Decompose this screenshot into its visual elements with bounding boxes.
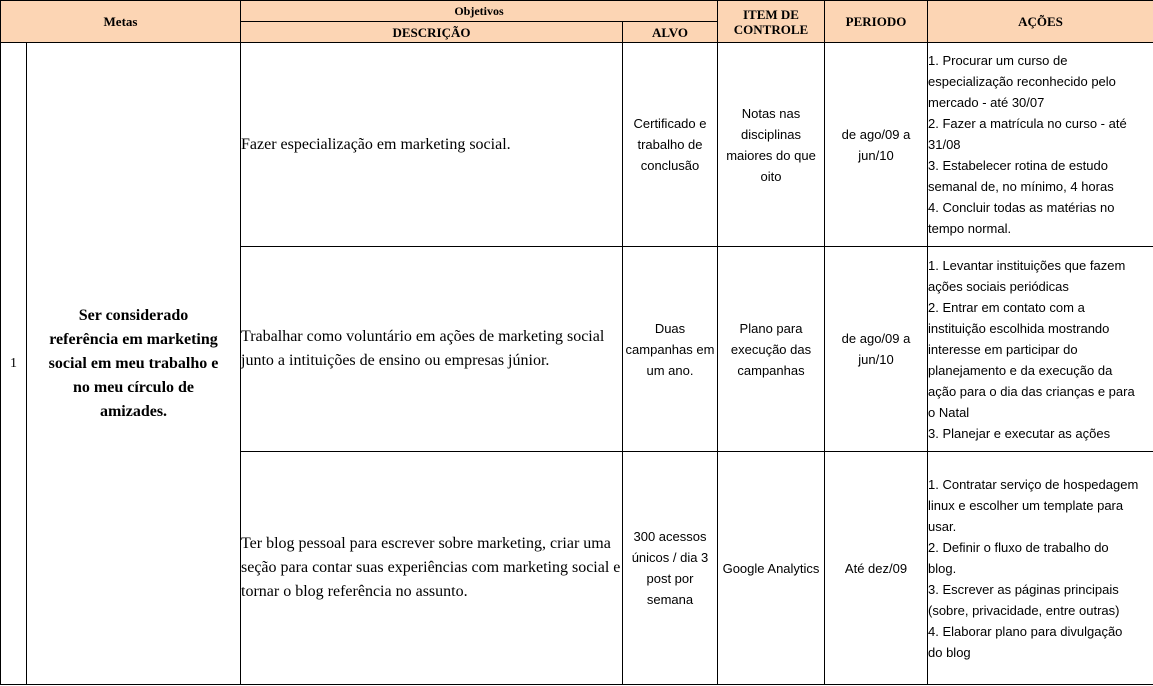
goal-meta-line: referência em marketing: [49, 330, 218, 348]
acao-line: 1. Procurar um curso de: [928, 53, 1068, 68]
objetivo-descricao: Trabalhar como voluntário em ações de marketing social junto a intituições de ensino ou empresas júnior.: [241, 247, 623, 452]
acao-line: especialização reconhecido pelo: [928, 74, 1116, 89]
objetivo-descricao: Ter blog pessoal para escrever sobre marketing, criar uma seção para contar suas experiências com marketing social e tornar o blog referência no assunto.: [241, 452, 623, 685]
periodo: de ago/09 a jun/10: [825, 43, 928, 247]
acao-line: semanal de, no mínimo, 4 horas: [928, 179, 1114, 194]
goal-number: 1: [1, 43, 27, 685]
acoes-header: AÇÕES: [928, 1, 1153, 43]
item-controle-header: [718, 1, 825, 43]
acao-line: 2. Entrar em contato com a: [928, 299, 1085, 315]
acao-line: interesse em participar do: [928, 341, 1078, 357]
objetivo-descricao: Fazer especialização em marketing social.: [241, 43, 623, 247]
acao-line: usar.: [928, 518, 957, 534]
acao-line: linux e escolher um template para: [928, 497, 1124, 513]
item-controle: Notas nas disciplinas maiores do que oito: [718, 43, 825, 247]
acao-line: do blog: [928, 644, 971, 660]
objetivo-alvo: Certificado e trabalho de conclusão: [623, 43, 718, 247]
acao-line: blog.: [928, 560, 957, 576]
acao-line: tempo normal.: [928, 221, 1012, 236]
metas-header: Metas: [1, 1, 241, 43]
objetivo-alvo: Duas campanhas em um ano.: [623, 247, 718, 452]
acao-line: ação para o dia das crianças e para: [928, 383, 1135, 399]
objetivos-header: Objetivos: [241, 1, 718, 22]
periodo: de ago/09 a jun/10: [825, 247, 928, 452]
acao-line: 31/08: [928, 137, 961, 152]
acoes-list: [928, 43, 1153, 247]
acao-line: (sobre, privacidade, entre outras): [928, 602, 1120, 618]
goal-meta-line: social em meu trabalho e: [48, 354, 219, 372]
acao-line: planejamento e da execução da: [928, 362, 1113, 378]
acao-line: o Natal: [928, 404, 970, 420]
acao-line: 3. Escrever as páginas principais: [928, 581, 1119, 597]
goal-meta-line: amizades.: [99, 402, 168, 420]
acao-line: mercado - até 30/07: [928, 95, 1045, 110]
item-controle-header-line2: CONTROLE: [733, 21, 809, 37]
item-controle: Google Analytics: [718, 452, 825, 685]
acao-line: 3. Planejar e executar as ações: [928, 425, 1111, 441]
acao-line: 4. Concluir todas as matérias no: [928, 200, 1115, 215]
goal-meta-line: Ser considerado: [78, 306, 189, 324]
acao-line: 1. Levantar instituições que fazem: [928, 257, 1126, 273]
item-controle: Plano para execução das campanhas: [718, 247, 825, 452]
periodo-header: PERIODO: [825, 1, 928, 43]
acao-line: instituição escolhida mostrando: [928, 320, 1110, 336]
periodo: Até dez/09: [825, 452, 928, 685]
alvo-header: ALVO: [623, 22, 718, 43]
acao-line: 4. Elaborar plano para divulgação: [928, 623, 1123, 639]
item-controle-header-line1: ITEM DE: [743, 6, 799, 22]
descricao-header: DESCRIÇÃO: [241, 22, 623, 43]
acao-line: 3. Estabelecer rotina de estudo: [928, 158, 1108, 173]
objetivo-alvo: 300 acessos únicos / dia 3 post por semana: [623, 452, 718, 685]
acoes-list: [928, 247, 1153, 452]
acao-line: 2. Definir o fluxo de trabalho do: [928, 539, 1109, 555]
acao-line: 1. Contratar serviço de hospedagem: [928, 476, 1139, 492]
acao-line: 2. Fazer a matrícula no curso - até: [928, 116, 1127, 131]
acao-line: ações sociais periódicas: [928, 278, 1069, 294]
goal-meta: [27, 43, 241, 685]
table-row: [1, 43, 1153, 247]
header-row-1: [1, 1, 1153, 22]
acoes-list: [928, 452, 1153, 685]
goal-meta-line: no meu círculo de: [72, 378, 195, 396]
